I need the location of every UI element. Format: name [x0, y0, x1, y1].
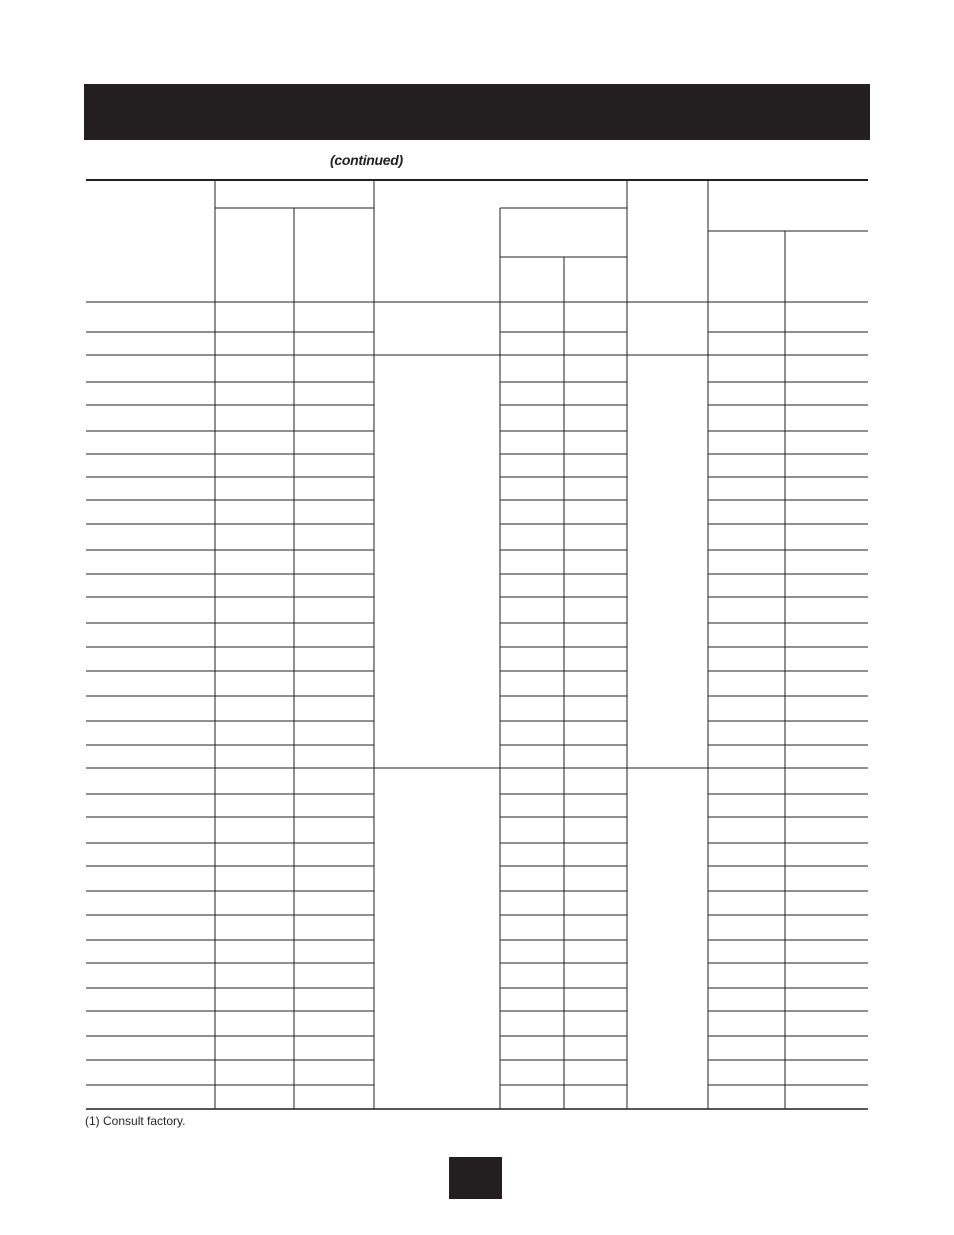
table-grid-lines [86, 179, 868, 1110]
page-number-box [449, 1157, 502, 1199]
footnote: (1) Consult factory. [85, 1114, 186, 1128]
continued-label: (continued) [330, 152, 403, 168]
section-title-bar [84, 84, 870, 140]
specifications-table [86, 179, 868, 1110]
